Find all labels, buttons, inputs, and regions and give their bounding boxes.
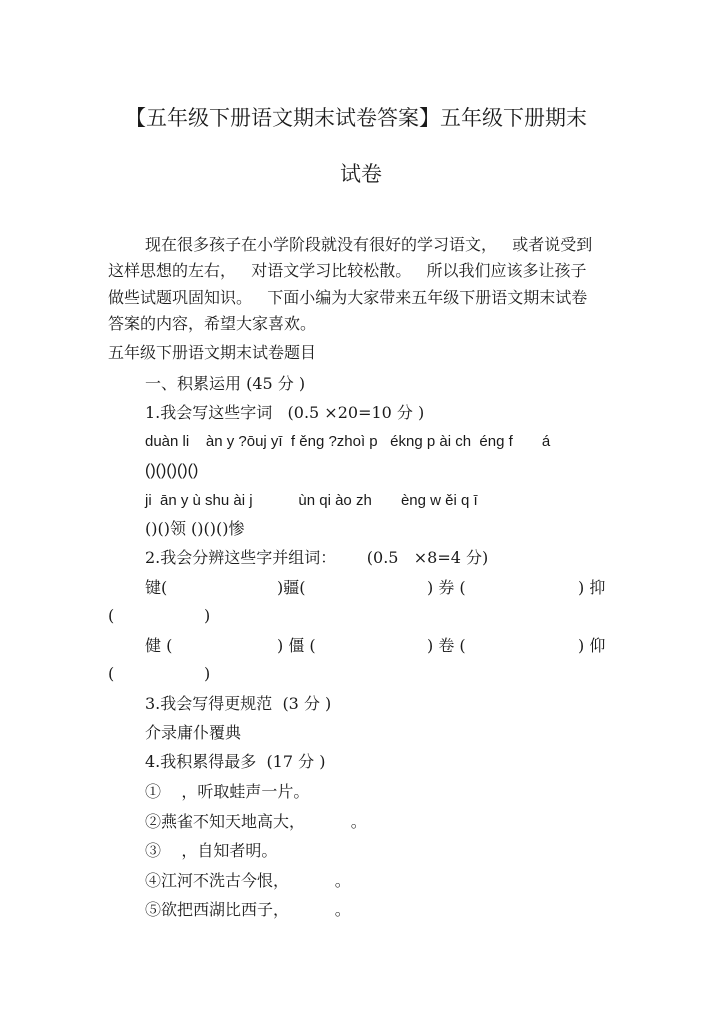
- q2-row1-d: ) 抑: [578, 578, 606, 597]
- q2-row1-cont-open: (: [108, 606, 115, 625]
- q4-item-1: ① ，听取蛙声一片。: [145, 782, 310, 801]
- q2-row2-d: ) 仰: [578, 636, 606, 655]
- q1-pinyin-row-1: duàn li àn y ?ōuj yī f ěng ?zhoì p ékng p ài ch éng f á: [145, 433, 551, 450]
- q3-title: 3.我会写得更规范 (3 分 ): [145, 694, 332, 713]
- q4-item-4: ④江河不洗古今恨， 。: [145, 871, 351, 890]
- intro-line-2: 这样思想的左右， 对语文学习比较松散。 所以我们应该多让孩子: [108, 261, 587, 280]
- q4-title: 4.我积累得最多 (17 分 ): [145, 752, 326, 771]
- q2-row2-cont-close: ): [204, 664, 211, 683]
- q1-blanks-row-1: ()()()()(): [145, 462, 199, 479]
- q1-pinyin-row-2: ji ān y ù shu ài j ùn qi ào zh èng w ěi q ī: [145, 492, 478, 509]
- q2-title: 2.我会分辨这些字并组词： (0.5 ×8=4 分): [145, 548, 489, 567]
- q1-blanks-row-2: ()()领 ()()()惨: [145, 519, 245, 538]
- q4-item-3: ③ ，自知者明。: [145, 841, 278, 860]
- page-title-line2: 试卷: [340, 162, 382, 186]
- q4-item-5: ⑤欲把西湖比西子， 。: [145, 900, 351, 919]
- q2-row2-b: ) 僵 (: [277, 636, 316, 655]
- q2-row2-c: ) 卷 (: [427, 636, 466, 655]
- intro-line-3: 做些试题巩固知识。 下面小编为大家带来五年级下册语文期末试卷: [108, 288, 588, 307]
- q2-row2-cont-open: (: [108, 664, 115, 683]
- page-title-line1: 【五年级下册语文期末试卷答案】五年级下册期末: [125, 106, 587, 130]
- q2-row1-a: 键(: [145, 578, 168, 597]
- intro-line-1: 现在很多孩子在小学阶段就没有很好的学习语文， 或者说受到: [145, 235, 593, 254]
- q3-chars: 介录庸仆覆典: [145, 723, 242, 742]
- part1-heading: 一、积累运用 (45 分 ): [145, 374, 306, 393]
- section-title: 五年级下册语文期末试卷题目: [108, 343, 317, 362]
- q2-row2-a: 健 (: [145, 636, 173, 655]
- q4-item-2: ②燕雀不知天地高大， 。: [145, 812, 367, 831]
- q2-row1-b: )疆(: [277, 578, 306, 597]
- q1-title: 1.我会写这些字词 (0.5 ×20=10 分 ): [145, 403, 425, 422]
- intro-line-4: 答案的内容，希望大家喜欢。: [108, 314, 317, 333]
- q2-row1-cont-close: ): [204, 606, 211, 625]
- q2-row1-c: ) 券 (: [427, 578, 466, 597]
